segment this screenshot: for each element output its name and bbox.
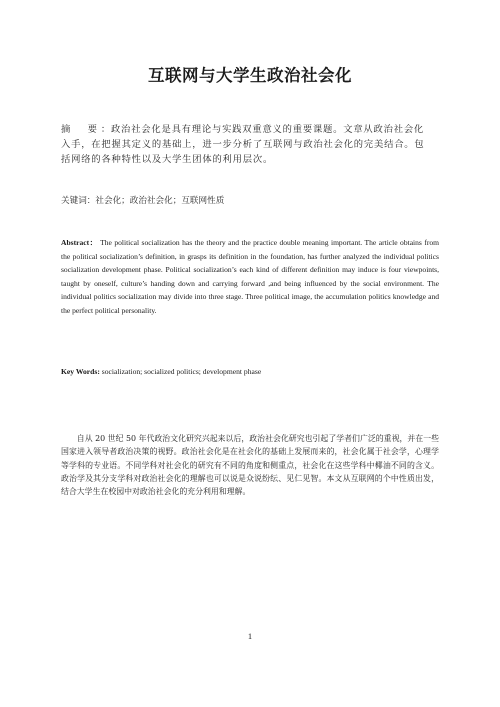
chinese-keywords-text: ：社会化；政治社会化；互联网性质 [86,196,225,206]
body-paragraph: 自从 20 世纪 50 年代政治文化研究兴起来以后，政治社会化研究也引起了学者们广泛的重视，并在一些国家进入领导者政治决策的视野。政治社会化是在社会化的基础上发展而来的，社会化属于社会学，心理学等学科的专业语。不同学科对社会化的研究有不同的角度和侧重点，社会化在这些学科中椰油不同的含义。政治学及其分支学科对政治社会化的理解也可以说是众说纷纭、见仁见智。本文从互联网的个中性质出发，结合大学生在校园中对政治社会化的充分利用和理解。 [61,434,439,497]
document-title: 互联网与大学生政治社会化 [148,66,352,85]
chinese-abstract [61,122,431,167]
chinese-keywords [61,194,224,206]
english-keywords [61,367,261,376]
chinese-keywords-label: 关键词 [61,196,87,206]
chinese-abstract-label: 摘 要 [61,124,101,135]
english-keywords-text: socialization; socialized politics; development phase [101,367,262,376]
english-keywords-label: Key Words: [61,367,100,376]
english-abstract-text: The political socialization has the theory and the practice double meaning important. The article obtains from the political socialization’s definition, in grasps its definition in the foundation, has further analyzed the individual politics socialization development phase. Political socialization’s each kind of different definition may induce is four viewpoints, taught by oneself, culture’s handing down and carrying forward ,and being influenced by the social environment. The individual politics socialization may divide into three stage. Three political image, the accumulation politics knowledge and the perfect political personality. [61,238,439,315]
english-abstract [61,236,439,318]
chinese-abstract-text: ：政治社会化是具有理论与实践双重意义的重要课题。文章从政治社会化入手，在把握其定义的基础上，进一步分析了互联网与政治社会化的完美结合。包括网络的各种特性以及大学生团体的利用层次。 [61,124,425,165]
english-abstract-label: Abstract： [61,238,98,247]
page-number: 1 [247,631,253,641]
